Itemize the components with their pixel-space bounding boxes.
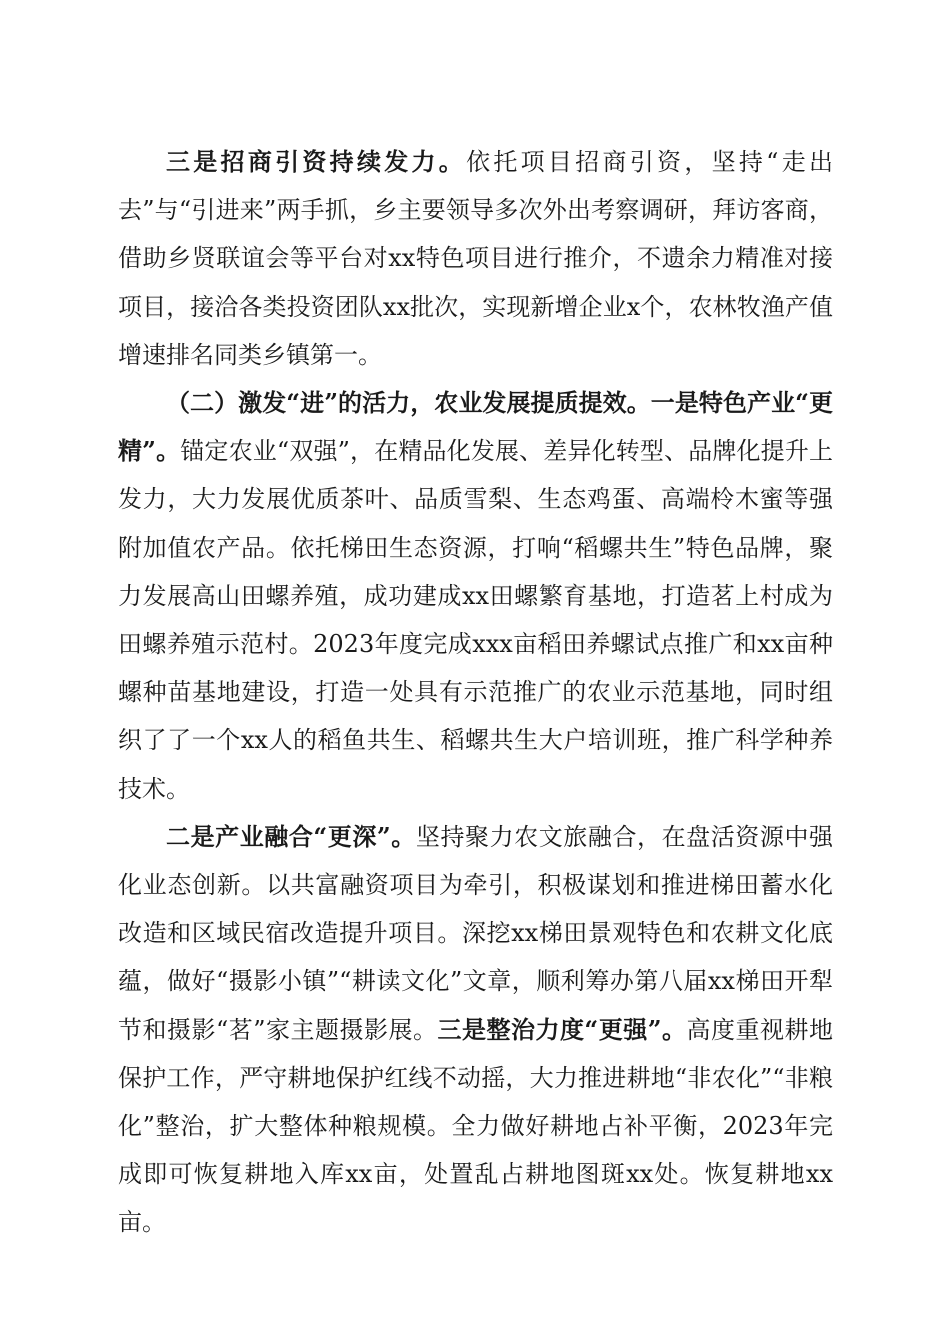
paragraph-text-secondary: 高度重视耕地保护工作，严守耕地保护红线不动摇，大力推进耕地“非农化”“非粮化”整治，扩大整体种粮规模。全力做好耕地占补平衡，2023年完成即可恢复耕地入库xx亩，处置乱占耕地图斑xx处。恢复耕地xx亩。 [118, 1015, 834, 1237]
paragraph-lead: （二）激发“进”的活力，农业发展提质提效。一是特色产业“更精”。 [118, 388, 833, 466]
paragraph-lead-secondary: 三是整治力度“更强”。 [437, 1014, 687, 1044]
paragraph-investment [118, 138, 833, 379]
paragraph-lead: 二是产业融合“更深”。 [166, 821, 416, 851]
paragraph-agriculture-vitality [118, 379, 833, 813]
paragraph-text: 依托项目招商引资，坚持“走出去”与“引进来”两手抓，乡主要领导多次外出考察调研，拜访客商，借助乡贤联谊会等平台对xx特色项目进行推介，不遗余力精准对接项目，接洽各类投资团队xx批次，实现新增企业x个，农林牧渔产值增速排名同类乡镇第一。 [118, 148, 834, 369]
paragraph-industry-integration [118, 813, 833, 1247]
paragraph-lead: 三是招商引资持续发力。 [166, 147, 467, 176]
paragraph-text: 锚定农业“双强”，在精品化发展、差异化转型、品牌化提升上发力，大力发展优质茶叶、品质雪梨、生态鸡蛋、高端柃木蜜等强附加值农产品。依托梯田生态资源，打响“稻螺共生”特色品牌，聚力发展高山田螺养殖，成功建成xx田螺繁育基地，打造茗上村成为田螺养殖示范村。2023年度完成xxx亩稻田养螺试点推广和xx亩种螺种苗基地建设，打造一处具有示范推广的农业示范基地，同时组织了了一个xx人的稻鱼共生、稻螺共生大户培训班，推广科学种养技术。 [118, 437, 833, 803]
paragraph-text: 坚持聚力农文旅融合，在盘活资源中强化业态创新。以共富融资项目为牵引，积极谋划和推进梯田蓄水化改造和区域民宿改造提升项目。深挖xx梯田景观特色和农耕文化底蕴，做好“摄影小镇”“耕读文化”文章，顺利筹办第八届xx梯田开犁节和摄影“茗”家主题摄影展。 [118, 822, 834, 1044]
document-body [118, 138, 833, 1247]
